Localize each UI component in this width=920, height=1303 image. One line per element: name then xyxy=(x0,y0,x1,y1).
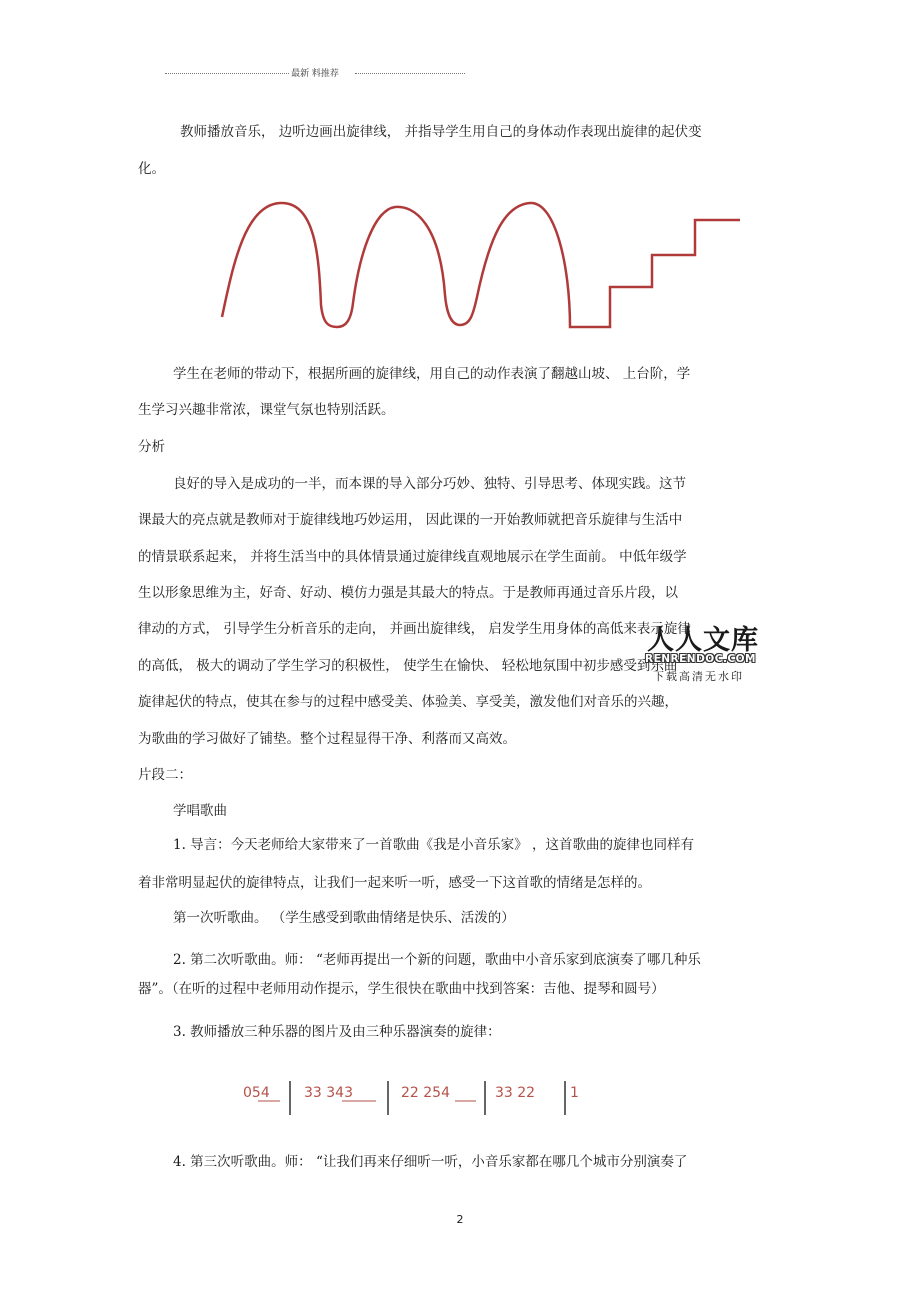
paragraph-line: 3. 教师播放三种乐器的图片及由三种乐器演奏的旋律： xyxy=(173,1024,501,1040)
subsection-heading: 学唱歌曲 xyxy=(173,803,227,819)
melody-curve xyxy=(222,203,740,327)
watermark xyxy=(645,618,775,688)
paragraph-line: 着非常明显起伏的旋律特点，让我们一起来听一听，感受一下这首歌的情绪是怎样的。 xyxy=(138,875,651,891)
paragraph-line: 课最大的亮点就是教师对于旋律线地巧妙运用， 因此课的一开始教师就把音乐旋律与生活中 xyxy=(138,512,683,528)
section-heading: 片段二： xyxy=(138,767,192,783)
notation-measure-3: 22 254 xyxy=(401,1085,450,1101)
paragraph-line: 2. 第二次听歌曲。师： “老师再提出一个新的问题，歌曲中小音乐家到底演奏了哪几种乐 xyxy=(173,952,701,968)
melody-line-figure xyxy=(215,195,745,335)
paragraph-line: 1. 导言：今天老师给大家带来了一首歌曲《我是小音乐家》 ，这首歌曲的旋律也同样有 xyxy=(173,837,694,853)
paragraph-line: 生以形象思维为主，好奇、好动、模仿力强是其最大的特点。于是教师再通过音乐片段，以 xyxy=(138,585,678,601)
paragraph-line: 第一次听歌曲。 （学生感受到歌曲情绪是快乐、活泼的） xyxy=(173,910,515,926)
notation-measure-5: 1 xyxy=(570,1085,579,1101)
jianpu-notation xyxy=(238,1075,588,1120)
header-rule-left xyxy=(165,73,293,74)
watermark-url: RENRENDOC.COM xyxy=(645,653,757,665)
paragraph-line: 生学习兴趣非常浓，课堂气氛也特别活跃。 xyxy=(138,402,395,418)
paragraph-line: 律动的方式， 引导学生分析音乐的走向， 并画出旋律线， 启发学生用身体的高低来表示旋律 xyxy=(138,621,691,637)
paragraph-line: 良好的导入是成功的一半，而本课的导入部分巧妙、独特、引导思考、体现实践。这节 xyxy=(173,476,686,492)
header-rule-right xyxy=(355,73,465,74)
page-number: 2 xyxy=(456,1213,464,1226)
header-text: 最新 料推荐 xyxy=(291,69,339,79)
watermark-title: 人人文库 xyxy=(647,625,759,656)
paragraph-line: 为歌曲的学习做好了铺垫。整个过程显得干净、利落而又高效。 xyxy=(138,731,516,747)
paragraph-line: 旋律起伏的特点，使其在参与的过程中感受美、体验美、享受美，激发他们对音乐的兴趣， xyxy=(138,694,678,710)
page-header xyxy=(165,66,465,80)
notation-measure-1: 054 xyxy=(243,1085,270,1101)
paragraph-line: 的情景联系起来， 并将生活当中的具体情景通过旋律线直观地展示在学生面前。 中低年级学 xyxy=(138,549,687,565)
paragraph-line: 4. 第三次听歌曲。师： “让我们再来仔细听一听，小音乐家都在哪几个城市分别演奏了 xyxy=(173,1154,688,1170)
notation-measure-4: 33 22 xyxy=(495,1085,536,1101)
paragraph-line: 学生在老师的带动下，根据所画的旋律线，用自己的动作表演了翻越山坡、 上台阶，学 xyxy=(173,366,691,382)
section-heading: 分析 xyxy=(138,439,165,455)
notation-measure-2: 33 343 xyxy=(304,1085,353,1101)
paragraph-line: 器”。（在听的过程中老师用动作提示，学生很快在歌曲中找到答案：吉他、提琴和圆号） xyxy=(138,981,665,997)
paragraph-line: 教师播放音乐， 边听边画出旋律线， 并指导学生用自己的身体动作表现出旋律的起伏变 xyxy=(180,124,702,140)
paragraph-line: 的高低， 极大的调动了学生学习的积极性， 使学生在愉快、 轻松地氛围中初步感受到乐曲 xyxy=(138,658,678,674)
watermark-subtitle: 下载高清无水印 xyxy=(653,670,744,683)
paragraph-line: 化。 xyxy=(138,161,165,177)
